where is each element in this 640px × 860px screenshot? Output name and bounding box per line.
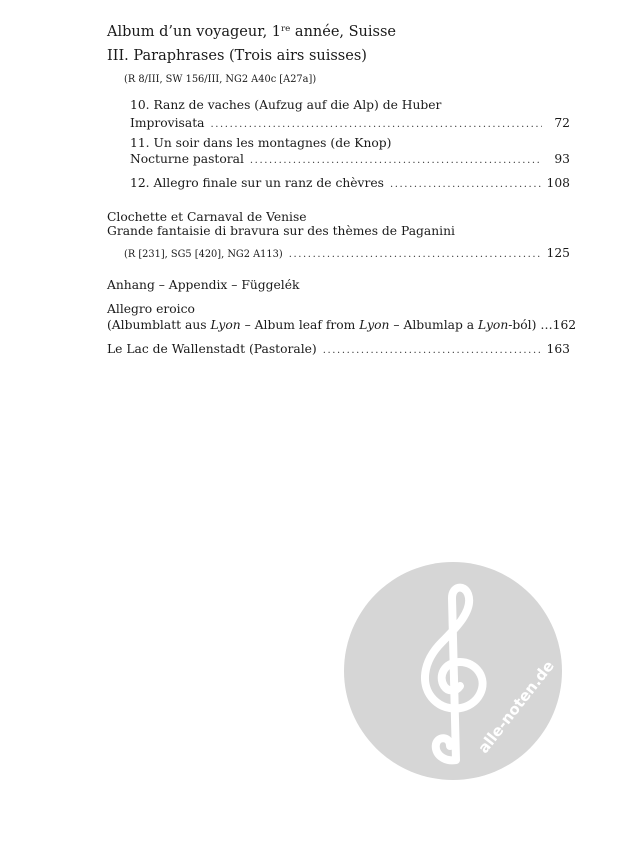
- catalog-reference: (R 8/III, SW 156/III, NG2 A40c [A27a]): [124, 74, 317, 85]
- page-number: 72: [554, 116, 570, 130]
- page-number: 163: [546, 342, 570, 356]
- section-heading-paraphrases: III. Paraphrases (Trois airs suisses): [107, 48, 367, 64]
- toc-entry-nocturne-pastoral[interactable]: [130, 153, 570, 166]
- dot-leader: [210, 120, 542, 130]
- label-part: -ból) …: [508, 318, 553, 332]
- toc-entry-clochette[interactable]: [124, 247, 570, 260]
- catalog-reference: (R [231], SG5 [420], NG2 A113): [124, 249, 283, 260]
- label-italic: Lyon: [359, 318, 390, 332]
- page-number: 108: [546, 176, 570, 190]
- toc-entry-allegro-finale[interactable]: [130, 177, 570, 190]
- heading-text-end: année, Suisse: [290, 24, 396, 40]
- label-part: – Albumlap a: [389, 318, 479, 332]
- entry-label: Nocturne pastoral: [130, 152, 244, 166]
- toc-entry-lac-de-wallenstadt[interactable]: [107, 343, 570, 356]
- dot-leader: [289, 250, 541, 260]
- section-heading-album: [107, 25, 396, 40]
- entry-label: [107, 319, 553, 331]
- page-number: 93: [554, 152, 570, 166]
- entry-title-ranz-de-vaches: 10. Ranz de vaches (Aufzug auf die Alp) de Huber: [130, 98, 442, 112]
- page-number: 162: [552, 318, 577, 332]
- entry-subtitle-grande-fantaisie: Grande fantaisie di bravura sur des thèmes de Paganini: [107, 224, 455, 238]
- entry-title-allegro-eroico: Allegro eroico: [107, 302, 195, 316]
- toc-entry-improvisata[interactable]: [130, 117, 570, 130]
- watermark-text: alle-noten.de: [474, 657, 558, 757]
- label-part: (Albumblatt aus: [107, 318, 211, 332]
- entry-label: 12. Allegro finale sur un ranz de chèvres: [130, 176, 384, 190]
- label-italic: Lyon: [478, 318, 509, 332]
- label-italic: Lyon: [210, 318, 241, 332]
- entry-label: Improvisata: [130, 116, 205, 130]
- dot-leader: [323, 346, 541, 356]
- watermark: [344, 562, 562, 780]
- heading-superscript: re: [281, 24, 291, 35]
- toc-entry-allegro-eroico[interactable]: [107, 318, 577, 332]
- dot-leader: [250, 156, 542, 166]
- appendix-heading: Anhang – Appendix – Függelék: [107, 278, 300, 292]
- entry-title-un-soir: 11. Un soir dans les montagnes (de Knop): [130, 136, 392, 150]
- page-number: 125: [546, 246, 570, 260]
- heading-text: Album d’un voyageur, 1: [107, 24, 282, 40]
- entry-label: Le Lac de Wallenstadt (Pastorale): [107, 342, 317, 356]
- dot-leader: [390, 180, 541, 190]
- label-part: – Album leaf from: [240, 318, 360, 332]
- entry-title-clochette: Clochette et Carnaval de Venise: [107, 210, 307, 224]
